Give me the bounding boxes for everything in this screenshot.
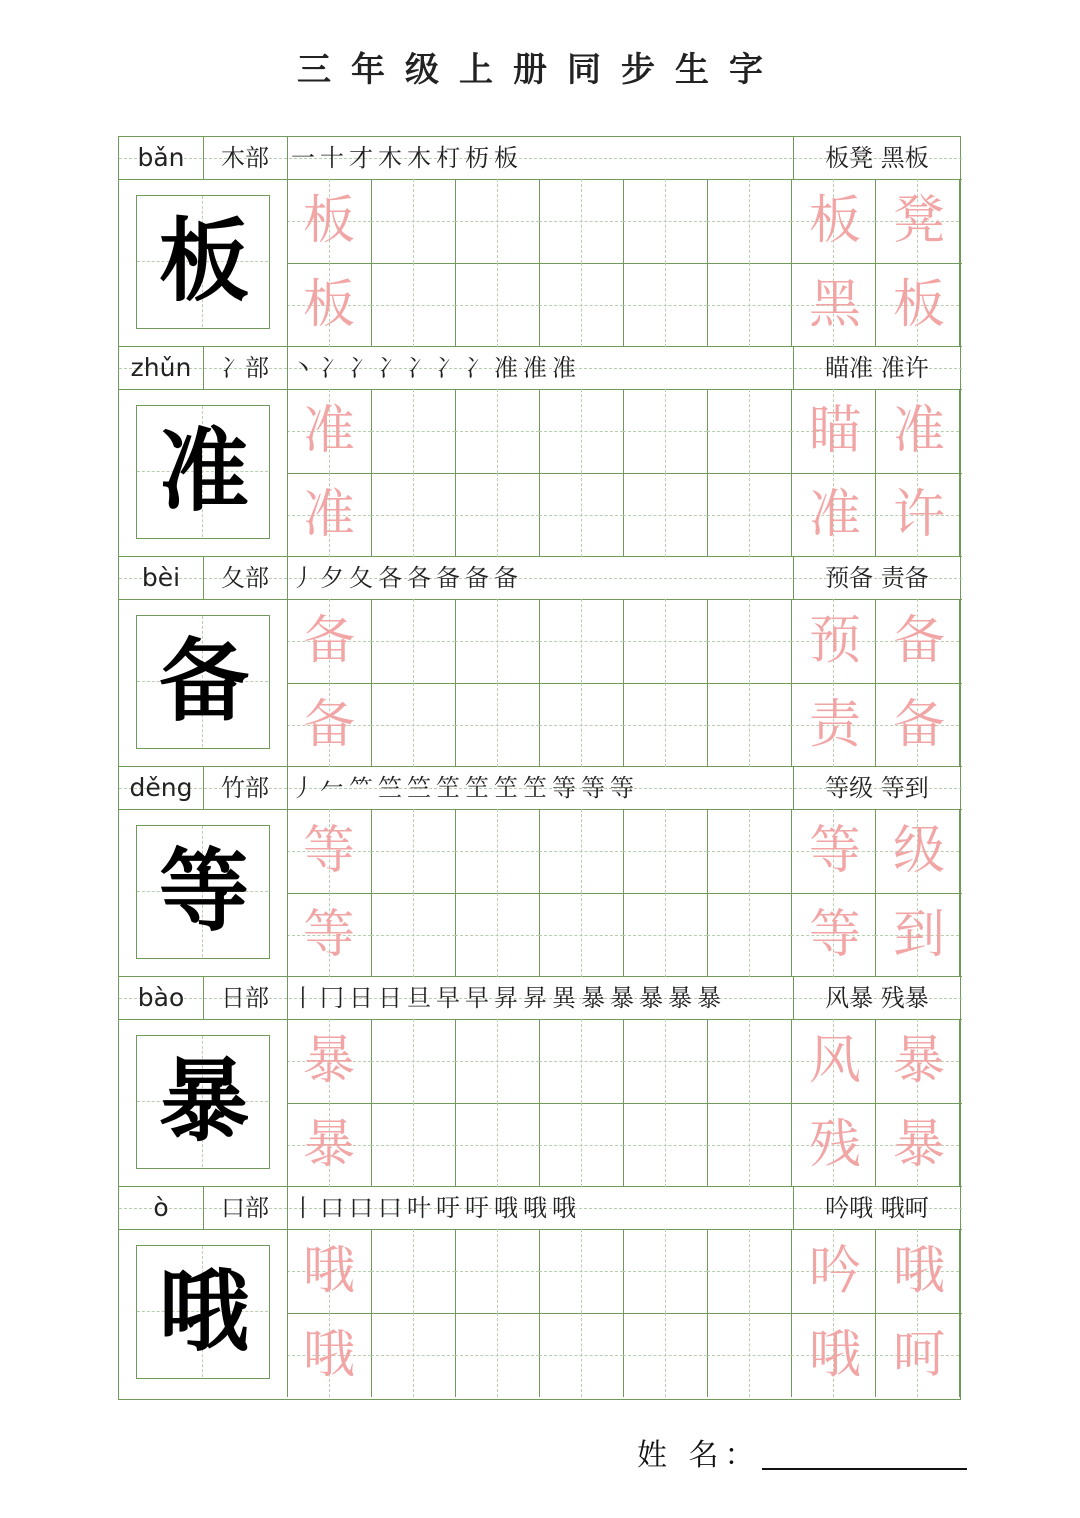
character-entry bbox=[119, 767, 962, 977]
stroke-step: 暴 bbox=[610, 984, 639, 1012]
model-character: 哦 bbox=[159, 1258, 249, 1364]
stroke-step: 备 bbox=[436, 564, 465, 592]
stroke-step: 冫 bbox=[320, 354, 349, 382]
name-blank-line[interactable] bbox=[762, 1468, 967, 1470]
stroke-step: 吁 bbox=[465, 1194, 494, 1222]
practice-cell[interactable] bbox=[539, 599, 623, 683]
word-trace-character: 许 bbox=[892, 485, 945, 545]
trace-character: 板 bbox=[302, 275, 355, 335]
pinyin-label: děng bbox=[129, 773, 193, 802]
stroke-step: 冫 bbox=[378, 354, 407, 382]
practice-cell[interactable] bbox=[707, 599, 791, 683]
character-entry bbox=[119, 977, 962, 1187]
vocabulary-words: 风暴 残暴 bbox=[825, 984, 929, 1012]
stroke-step: 冫 bbox=[349, 354, 378, 382]
character-entry bbox=[119, 137, 962, 347]
practice-cell[interactable] bbox=[539, 179, 623, 263]
practice-cell[interactable] bbox=[455, 683, 539, 767]
practice-cell[interactable] bbox=[455, 389, 539, 473]
stroke-step: 哦 bbox=[494, 1194, 523, 1222]
stroke-step: 暴 bbox=[581, 984, 610, 1012]
stroke-step: 各 bbox=[407, 564, 436, 592]
stroke-step: 丨 bbox=[291, 984, 320, 1012]
stroke-step: 口 bbox=[349, 1194, 378, 1222]
word-trace-character: 凳 bbox=[892, 191, 945, 251]
stroke-step: 十 bbox=[320, 144, 349, 172]
stroke-step: 暴 bbox=[639, 984, 668, 1012]
stroke-step: 𠂉 bbox=[320, 774, 349, 802]
word-trace-character: 责 bbox=[808, 695, 861, 755]
practice-cell[interactable] bbox=[371, 1229, 455, 1313]
practice-cell[interactable] bbox=[455, 1019, 539, 1103]
word-trace-character: 哦 bbox=[808, 1325, 861, 1385]
stroke-step: 暴 bbox=[697, 984, 726, 1012]
practice-cell[interactable] bbox=[707, 1313, 791, 1397]
radical-label: 夂部 bbox=[221, 564, 269, 592]
pinyin-label: zhǔn bbox=[130, 353, 192, 382]
practice-cell[interactable] bbox=[455, 1313, 539, 1397]
model-character-box bbox=[136, 195, 270, 329]
stroke-step: 夂 bbox=[349, 564, 378, 592]
stroke-step: 昇 bbox=[494, 984, 523, 1012]
stroke-step: 異 bbox=[552, 984, 581, 1012]
trace-character: 等 bbox=[302, 905, 355, 965]
stroke-order bbox=[291, 767, 791, 809]
radical-label: 日部 bbox=[221, 984, 269, 1012]
model-character-box bbox=[136, 405, 270, 539]
practice-cell[interactable] bbox=[623, 599, 707, 683]
trace-character: 暴 bbox=[302, 1031, 355, 1091]
trace-character: 哦 bbox=[302, 1325, 355, 1385]
practice-cell[interactable] bbox=[707, 263, 791, 347]
practice-cell[interactable] bbox=[623, 389, 707, 473]
stroke-step: 昇 bbox=[523, 984, 552, 1012]
practice-cell[interactable] bbox=[539, 1019, 623, 1103]
word-trace-character: 备 bbox=[892, 611, 945, 671]
stroke-step: 叶 bbox=[407, 1194, 436, 1222]
stroke-step: 暴 bbox=[668, 984, 697, 1012]
stroke-step: 早 bbox=[436, 984, 465, 1012]
radical-label: 竹部 bbox=[221, 774, 269, 802]
practice-cell[interactable] bbox=[371, 263, 455, 347]
practice-cell[interactable] bbox=[707, 1103, 791, 1187]
word-trace-character: 等 bbox=[808, 821, 861, 881]
trace-character: 备 bbox=[302, 611, 355, 671]
practice-cell[interactable] bbox=[623, 683, 707, 767]
stroke-order bbox=[291, 977, 791, 1019]
practice-cell[interactable] bbox=[455, 263, 539, 347]
practice-cell[interactable] bbox=[371, 179, 455, 263]
stroke-step: 旦 bbox=[407, 984, 436, 1012]
practice-cell[interactable] bbox=[539, 473, 623, 557]
practice-cell[interactable] bbox=[707, 1229, 791, 1313]
practice-cell[interactable] bbox=[539, 263, 623, 347]
pinyin-label: bǎn bbox=[137, 143, 185, 172]
practice-cell[interactable] bbox=[707, 1019, 791, 1103]
word-trace-character: 备 bbox=[892, 695, 945, 755]
stroke-step: 吁 bbox=[436, 1194, 465, 1222]
practice-cell[interactable] bbox=[623, 1103, 707, 1187]
stroke-step: 木 bbox=[407, 144, 436, 172]
model-character: 准 bbox=[159, 418, 249, 524]
trace-character: 等 bbox=[302, 821, 355, 881]
practice-cell[interactable] bbox=[707, 389, 791, 473]
practice-cell[interactable] bbox=[371, 683, 455, 767]
stroke-step: 等 bbox=[581, 774, 610, 802]
practice-cell[interactable] bbox=[455, 1229, 539, 1313]
trace-character: 备 bbox=[302, 695, 355, 755]
word-trace-character: 暴 bbox=[892, 1031, 945, 1091]
radical-label: 口部 bbox=[221, 1194, 269, 1222]
practice-cell[interactable] bbox=[371, 1019, 455, 1103]
stroke-step: 备 bbox=[494, 564, 523, 592]
character-entry bbox=[119, 557, 962, 767]
stroke-step: 各 bbox=[378, 564, 407, 592]
stroke-step: 杤 bbox=[465, 144, 494, 172]
stroke-step: 准 bbox=[552, 354, 581, 382]
practice-cell[interactable] bbox=[371, 599, 455, 683]
character-entry bbox=[119, 1187, 962, 1397]
stroke-step: 一 bbox=[291, 144, 320, 172]
stroke-step: 笁 bbox=[494, 774, 523, 802]
word-trace-character: 准 bbox=[808, 485, 861, 545]
word-trace-character: 吟 bbox=[808, 1241, 861, 1301]
stroke-step: ⺮ bbox=[349, 774, 378, 802]
stroke-step: 口 bbox=[320, 1194, 349, 1222]
practice-cell[interactable] bbox=[455, 1103, 539, 1187]
stroke-step: 等 bbox=[552, 774, 581, 802]
practice-cell[interactable] bbox=[371, 1103, 455, 1187]
stroke-step: 竺 bbox=[407, 774, 436, 802]
trace-character: 板 bbox=[302, 191, 355, 251]
stroke-step: 竺 bbox=[378, 774, 407, 802]
vocabulary-words: 板凳 黑板 bbox=[825, 144, 929, 172]
stroke-step: 准 bbox=[523, 354, 552, 382]
stroke-step: 准 bbox=[494, 354, 523, 382]
practice-cell[interactable] bbox=[707, 473, 791, 557]
word-trace-character: 暴 bbox=[892, 1115, 945, 1175]
word-trace-character: 哦 bbox=[892, 1241, 945, 1301]
stroke-step: 哦 bbox=[552, 1194, 581, 1222]
practice-cell[interactable] bbox=[455, 179, 539, 263]
practice-cell[interactable] bbox=[371, 893, 455, 977]
practice-cell[interactable] bbox=[371, 389, 455, 473]
stroke-step: 木 bbox=[378, 144, 407, 172]
stroke-step: 丿 bbox=[291, 564, 320, 592]
vocabulary-words: 等级 等到 bbox=[825, 774, 929, 802]
character-entry bbox=[119, 347, 962, 557]
model-character: 板 bbox=[159, 208, 249, 314]
stroke-step: 笁 bbox=[465, 774, 494, 802]
word-trace-character: 板 bbox=[892, 275, 945, 335]
stroke-step: 朾 bbox=[436, 144, 465, 172]
trace-character: 暴 bbox=[302, 1115, 355, 1175]
practice-cell[interactable] bbox=[707, 809, 791, 893]
practice-cell[interactable] bbox=[539, 1313, 623, 1397]
pinyin-label: bào bbox=[137, 983, 185, 1012]
model-character-box bbox=[136, 1245, 270, 1379]
vocabulary-words: 吟哦 哦呵 bbox=[825, 1194, 929, 1222]
word-trace-character: 黑 bbox=[808, 275, 861, 335]
word-trace-character: 风 bbox=[808, 1031, 861, 1091]
stroke-step: 冂 bbox=[320, 984, 349, 1012]
radical-label: 冫部 bbox=[221, 354, 269, 382]
stroke-step: 丶 bbox=[291, 354, 320, 382]
stroke-step: 日 bbox=[378, 984, 407, 1012]
stroke-step: 夕 bbox=[320, 564, 349, 592]
model-character-box bbox=[136, 1035, 270, 1169]
practice-cell[interactable] bbox=[623, 473, 707, 557]
vocabulary-words: 预备 责备 bbox=[825, 564, 929, 592]
practice-cell[interactable] bbox=[539, 1229, 623, 1313]
practice-cell[interactable] bbox=[539, 389, 623, 473]
stroke-step: 冫 bbox=[407, 354, 436, 382]
practice-cell[interactable] bbox=[623, 1313, 707, 1397]
practice-cell[interactable] bbox=[623, 263, 707, 347]
practice-cell[interactable] bbox=[371, 809, 455, 893]
practice-cell[interactable] bbox=[623, 1229, 707, 1313]
practice-cell[interactable] bbox=[455, 473, 539, 557]
word-trace-character: 等 bbox=[808, 905, 861, 965]
stroke-step: 笁 bbox=[523, 774, 552, 802]
stroke-step: 丨 bbox=[291, 1194, 320, 1222]
pinyin-label: ò bbox=[153, 1193, 169, 1222]
practice-cell[interactable] bbox=[707, 893, 791, 977]
stroke-order bbox=[291, 1187, 791, 1229]
practice-cell[interactable] bbox=[371, 1313, 455, 1397]
word-trace-character: 残 bbox=[808, 1115, 861, 1175]
word-trace-character: 预 bbox=[808, 611, 861, 671]
pinyin-label: bèi bbox=[141, 563, 181, 592]
practice-sheet bbox=[118, 136, 961, 1400]
word-trace-character: 级 bbox=[892, 821, 945, 881]
model-character: 暴 bbox=[159, 1048, 249, 1154]
practice-cell[interactable] bbox=[371, 473, 455, 557]
practice-cell[interactable] bbox=[539, 1103, 623, 1187]
practice-cell[interactable] bbox=[455, 809, 539, 893]
stroke-step: 备 bbox=[465, 564, 494, 592]
practice-cell[interactable] bbox=[623, 893, 707, 977]
word-trace-character: 到 bbox=[892, 905, 945, 965]
vocabulary-words: 瞄准 准许 bbox=[825, 354, 929, 382]
practice-cell[interactable] bbox=[623, 809, 707, 893]
model-character-box bbox=[136, 615, 270, 749]
stroke-order bbox=[291, 347, 791, 389]
stroke-step: 日 bbox=[349, 984, 378, 1012]
stroke-step: 冫 bbox=[465, 354, 494, 382]
stroke-step: 早 bbox=[465, 984, 494, 1012]
stroke-step: 笁 bbox=[436, 774, 465, 802]
word-trace-character: 板 bbox=[808, 191, 861, 251]
stroke-step: 冫 bbox=[436, 354, 465, 382]
word-trace-character: 呵 bbox=[892, 1325, 945, 1385]
name-label: 姓 名： bbox=[637, 1438, 761, 1473]
model-character: 备 bbox=[159, 628, 249, 734]
practice-cell[interactable] bbox=[623, 1019, 707, 1103]
stroke-step: 哦 bbox=[523, 1194, 552, 1222]
stroke-step: 才 bbox=[349, 144, 378, 172]
practice-cell[interactable] bbox=[455, 599, 539, 683]
stroke-step: 丿 bbox=[291, 774, 320, 802]
practice-cell[interactable] bbox=[707, 683, 791, 767]
model-character: 等 bbox=[159, 838, 249, 944]
word-trace-character: 瞄 bbox=[808, 401, 861, 461]
word-trace-character: 准 bbox=[892, 401, 945, 461]
stroke-step: 等 bbox=[610, 774, 639, 802]
stroke-step: 板 bbox=[494, 144, 523, 172]
practice-cell[interactable] bbox=[455, 893, 539, 977]
stroke-step: 口 bbox=[378, 1194, 407, 1222]
trace-character: 准 bbox=[302, 485, 355, 545]
practice-cell[interactable] bbox=[539, 809, 623, 893]
radical-label: 木部 bbox=[221, 144, 269, 172]
practice-cell[interactable] bbox=[707, 179, 791, 263]
practice-cell[interactable] bbox=[539, 683, 623, 767]
stroke-order bbox=[291, 137, 791, 179]
practice-cell[interactable] bbox=[539, 893, 623, 977]
stroke-order bbox=[291, 557, 791, 599]
model-character-box bbox=[136, 825, 270, 959]
trace-character: 准 bbox=[302, 401, 355, 461]
trace-character: 哦 bbox=[302, 1241, 355, 1301]
practice-cell[interactable] bbox=[623, 179, 707, 263]
page-title: 三年级上册同步生字 bbox=[297, 50, 783, 90]
